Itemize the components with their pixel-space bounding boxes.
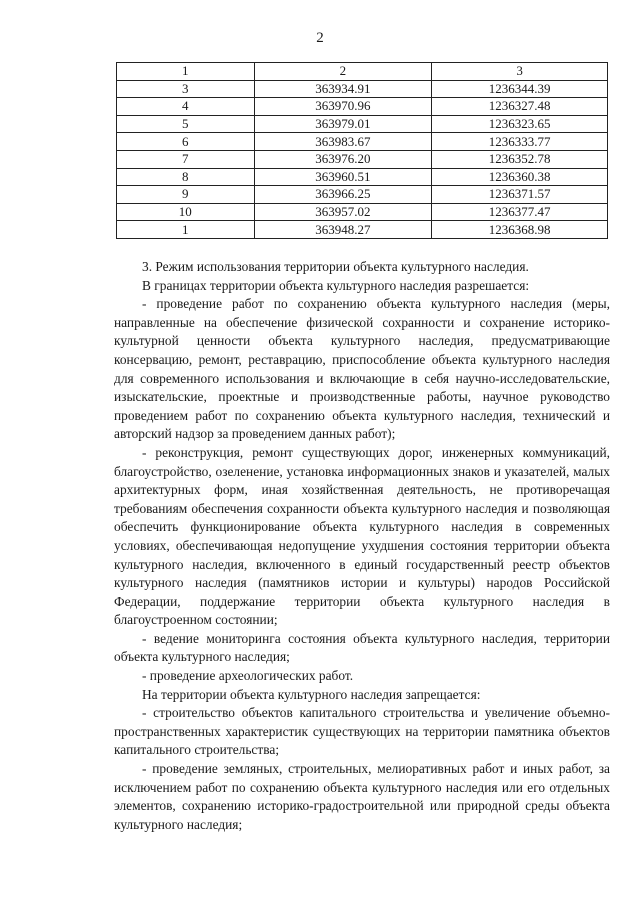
x-coordinate-cell: 363960.51 bbox=[254, 168, 432, 186]
x-coordinate-cell: 363970.96 bbox=[254, 98, 432, 116]
y-coordinate-cell: 1236352.78 bbox=[432, 150, 608, 168]
x-coordinate-cell: 363983.67 bbox=[254, 133, 432, 151]
point-number-cell: 7 bbox=[117, 150, 255, 168]
permitted-item: - проведение археологических работ. bbox=[142, 668, 354, 684]
point-number-cell: 6 bbox=[117, 133, 255, 151]
x-coordinate-cell: 363934.91 bbox=[254, 80, 432, 98]
point-number-cell: 9 bbox=[117, 186, 255, 204]
x-coordinate-cell: 363976.20 bbox=[254, 150, 432, 168]
table-row bbox=[117, 203, 608, 221]
x-coordinate-cell: 363948.27 bbox=[254, 221, 432, 239]
table-row bbox=[117, 80, 608, 98]
section-heading: 3. Режим использования территории объекта культурного наследия. bbox=[142, 259, 529, 274]
permitted-item: - проведение работ по сохранению объекта культурного наследия (меры, направленные на обеспечение физической сохранности и сохранение историко-культурной ценности объекта культурного наследия, предусматривающие консервацию, ремонт, реставрацию, приспособление объекта культурного наследия для современного использования и включающие в себя научно-исследовательские, изыскательские, проектные и производственные работы, научное руководство проведением работ по сохранению объекта культурного наследия, технический и авторский надзор за проведением данных работ); bbox=[114, 296, 610, 442]
table-row bbox=[117, 133, 608, 151]
table-row bbox=[117, 98, 608, 116]
y-coordinate-cell: 1236360.38 bbox=[432, 168, 608, 186]
point-number-cell: 5 bbox=[117, 115, 255, 133]
y-coordinate-cell: 1236333.77 bbox=[432, 133, 608, 151]
table-header-row bbox=[117, 63, 608, 81]
coordinates-table bbox=[116, 62, 608, 239]
point-number-cell: 10 bbox=[117, 203, 255, 221]
x-coordinate-cell: 363966.25 bbox=[254, 186, 432, 204]
table-row bbox=[117, 168, 608, 186]
point-number-cell: 8 bbox=[117, 168, 255, 186]
y-coordinate-cell: 1236323.65 bbox=[432, 115, 608, 133]
point-number-cell: 1 bbox=[117, 221, 255, 239]
point-number-cell: 3 bbox=[117, 80, 255, 98]
point-number-cell: 4 bbox=[117, 98, 255, 116]
table-row bbox=[117, 115, 608, 133]
x-coordinate-cell: 363979.01 bbox=[254, 115, 432, 133]
permitted-item: - реконструкция, ремонт существующих дорог, инженерных коммуникаций, благоустройство, озеленение, установка информационных знаков и указателей, малых архитектурных форм, иная хозяйственная деятельность, не противоречащая требованиям обеспечения сохранности объекта культурного наследия и позволяющая обеспечить функционирование объекта культурного наследия в современных условиях, обеспечивающая недопущение ухудшения состояния территории объекта культурного наследия, включенного в единый государственный реестр объектов культурного наследия (памятников истории и культуры) народов Российской Федерации, поддержание территории объекта культурного наследия в благоустроенном состоянии; bbox=[114, 444, 610, 628]
body-text bbox=[114, 258, 610, 834]
prohibited-intro: На территории объекта культурного наследия запрещается: bbox=[142, 686, 481, 702]
permitted-intro: В границах территории объекта культурного наследия разрешается: bbox=[142, 277, 530, 293]
y-coordinate-cell: 1236377.47 bbox=[432, 203, 608, 221]
prohibited-item: - строительство объектов капитального строительства и увеличение объемно-пространственных характеристик существующих на территории памятника объектов капитального строительства; bbox=[114, 705, 610, 758]
table-row bbox=[117, 221, 608, 239]
permitted-item: - ведение мониторинга состояния объекта культурного наследия, территории объекта культурного наследия; bbox=[114, 630, 610, 665]
table-row bbox=[117, 150, 608, 168]
header-cell: 3 bbox=[432, 63, 608, 81]
prohibited-item: - проведение земляных, строительных, мелиоративных работ и иных работ, за исключением работ по сохранению объекта культурного наследия или его отдельных элементов, сохранению историко-градостроительной или природной среды объекта культурного наследия; bbox=[114, 761, 610, 832]
y-coordinate-cell: 1236344.39 bbox=[432, 80, 608, 98]
header-cell: 2 bbox=[254, 63, 432, 81]
table-row bbox=[117, 186, 608, 204]
y-coordinate-cell: 1236327.48 bbox=[432, 98, 608, 116]
y-coordinate-cell: 1236368.98 bbox=[432, 221, 608, 239]
x-coordinate-cell: 363957.02 bbox=[254, 203, 432, 221]
y-coordinate-cell: 1236371.57 bbox=[432, 186, 608, 204]
header-cell: 1 bbox=[117, 63, 255, 81]
page-number: 2 bbox=[316, 30, 324, 46]
